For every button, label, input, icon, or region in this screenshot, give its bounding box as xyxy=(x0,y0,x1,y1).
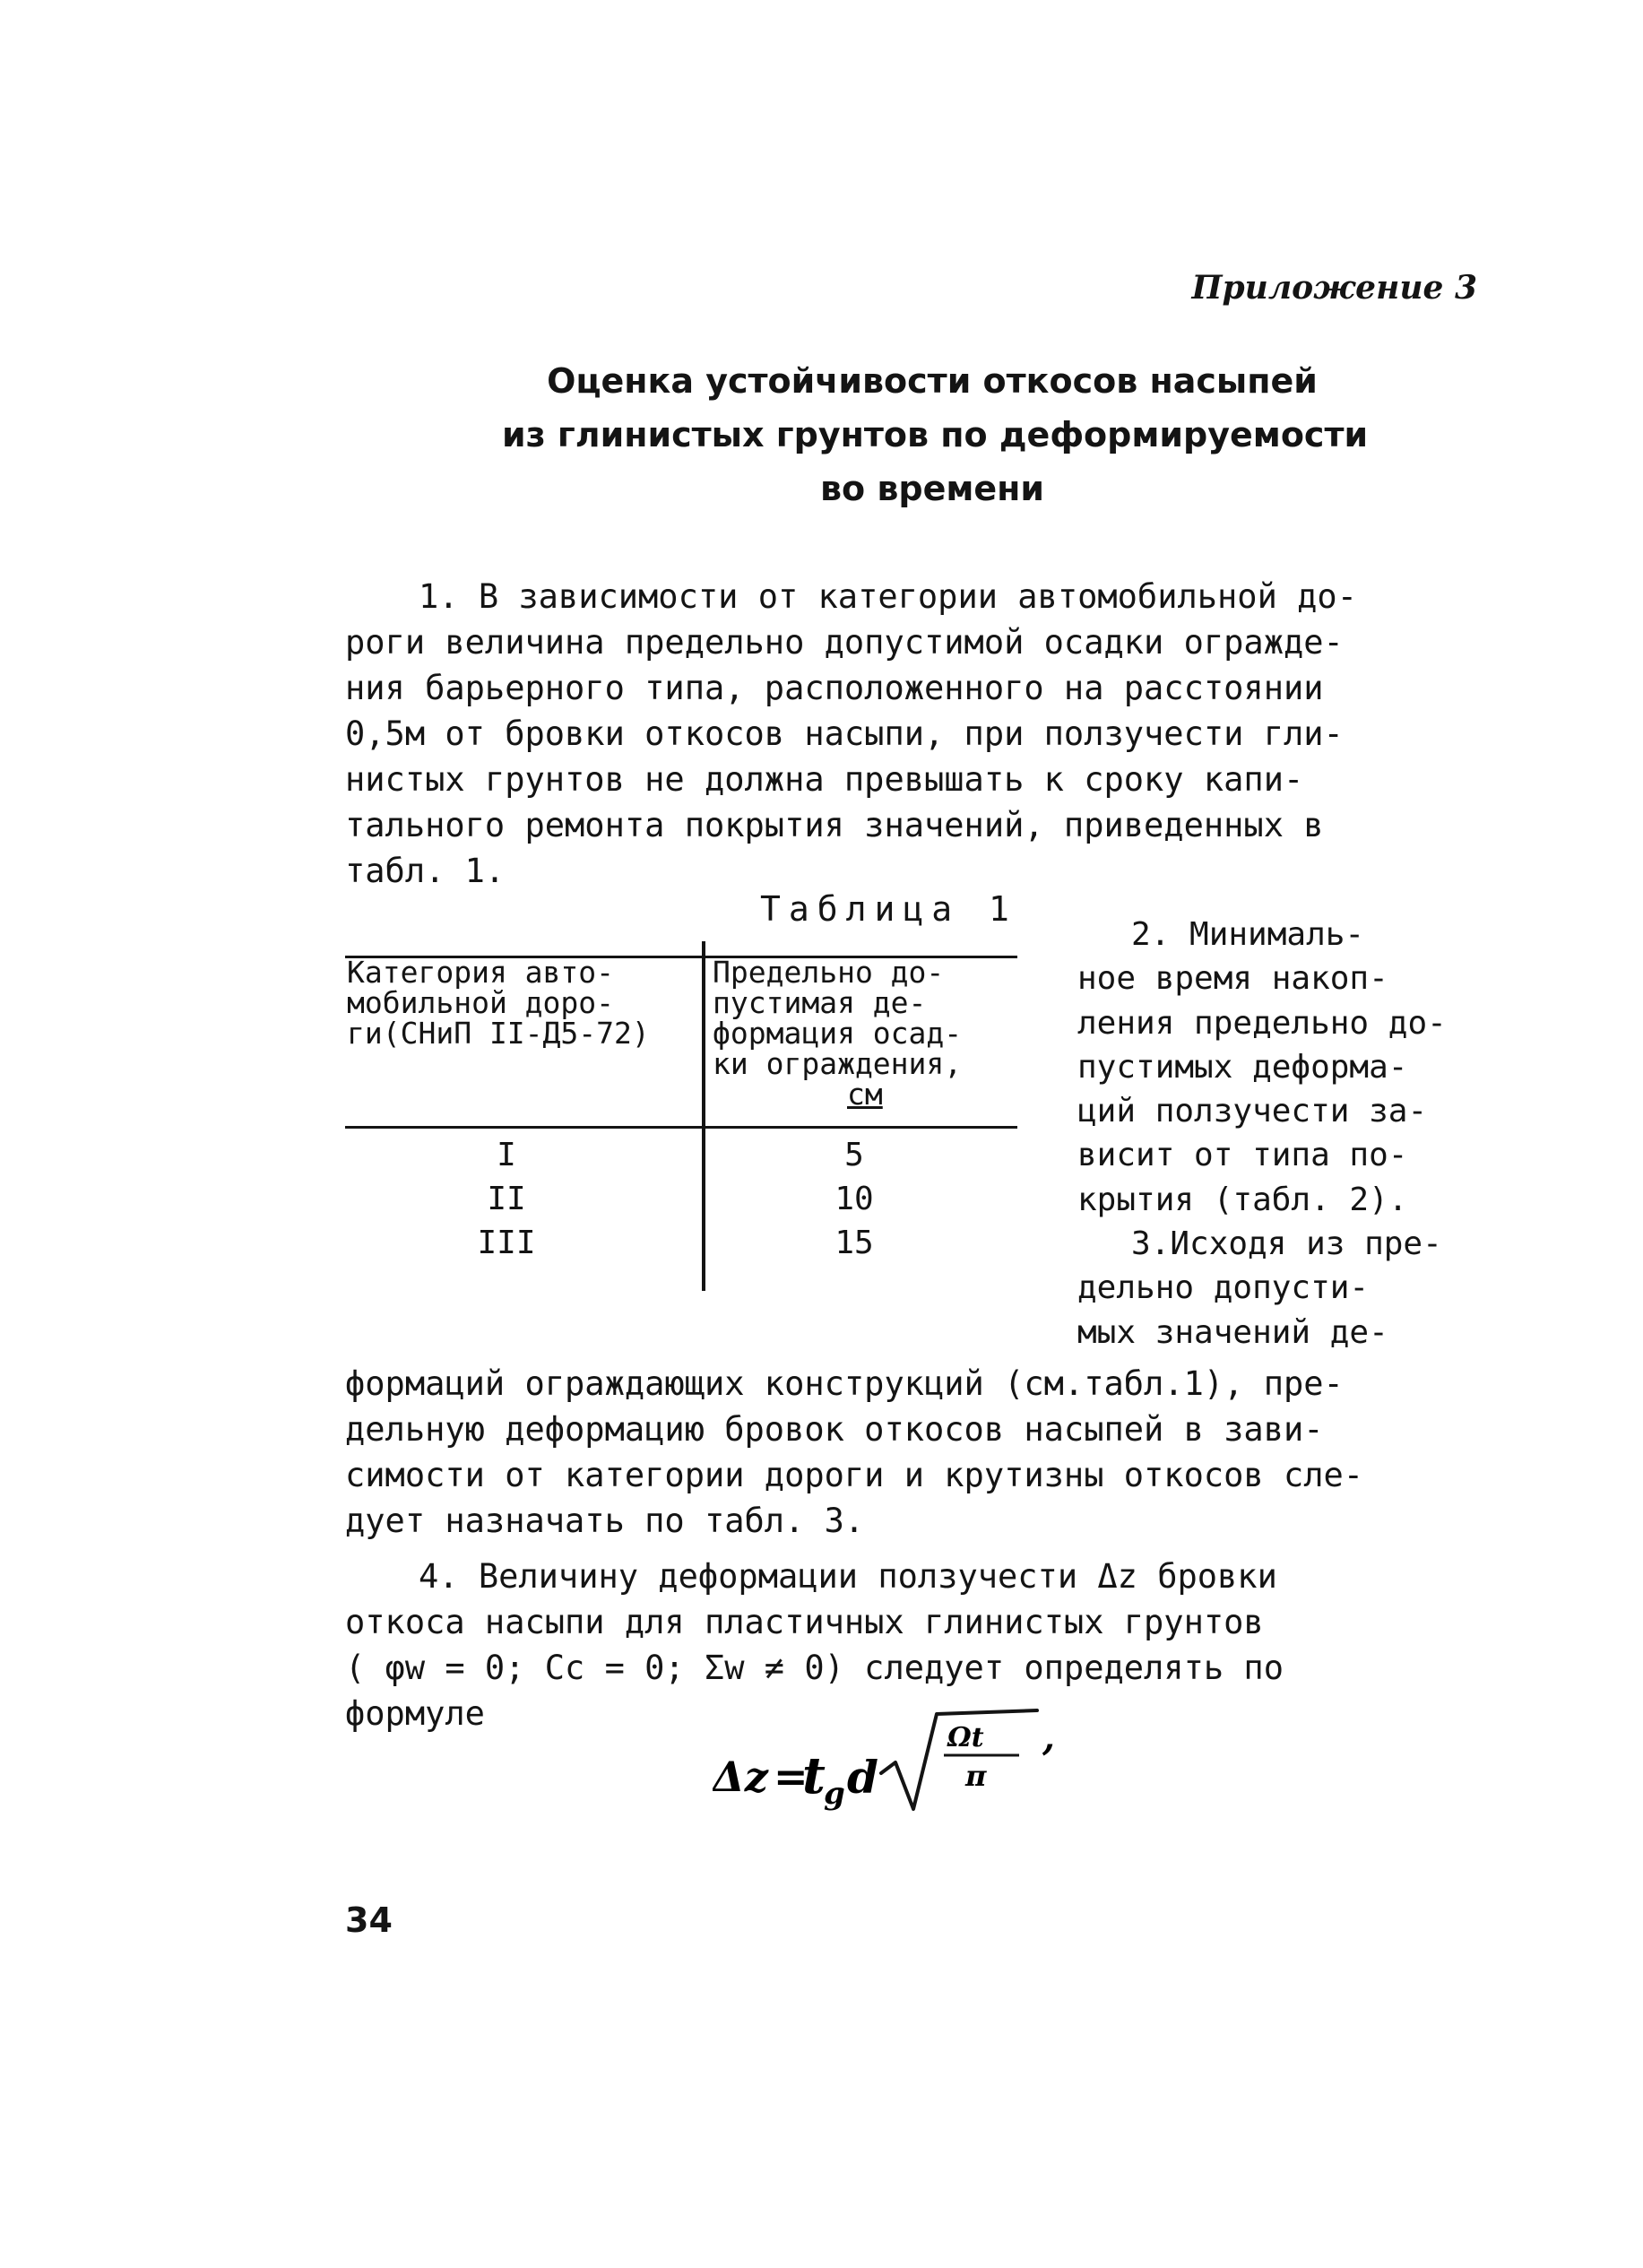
p1-line-2: роги величина предельно допустимой осадки огражде- xyxy=(345,623,1344,662)
p1-line-6: тального ремонта покрытия значений, приведенных в xyxy=(345,806,1324,844)
table-caption: Таблица 1 xyxy=(760,889,1017,929)
p4-line-2: откоса насыпи для пластичных глинистых грунтов xyxy=(345,1603,1264,1641)
p2-line-6: висит от типа по- xyxy=(1077,1137,1408,1174)
formula-equals: = xyxy=(774,1753,809,1801)
table-cell-value: 5 xyxy=(844,1137,864,1173)
paragraph-3 xyxy=(345,1361,1479,1544)
formula-t: t xyxy=(802,1746,826,1805)
page-title xyxy=(502,354,1369,515)
p1-line-1: 1. В зависимости от категории автомобильной до- xyxy=(419,577,1357,616)
table-header-rule xyxy=(345,1126,1017,1129)
table-cell-category: II xyxy=(487,1181,526,1217)
column-header-category: Категория авто- мобильной доро- ги(СНиП II-Д5-72) xyxy=(347,955,650,1051)
title-line-1: Оценка устойчивости откосов насыпей xyxy=(547,361,1318,401)
p2-line-1: 2. Минималь- xyxy=(1131,916,1365,953)
p3-line-1: 3.Исходя из пре- xyxy=(1131,1225,1442,1263)
table-1 xyxy=(345,941,1017,1291)
formula-lhs: Δz xyxy=(713,1753,768,1801)
formula-numerator: Ωt xyxy=(947,1722,984,1753)
formula-subscript-g: g xyxy=(824,1776,845,1812)
table-cell-category: III xyxy=(477,1225,536,1261)
formula-d: d xyxy=(847,1751,878,1804)
formula-comma: , xyxy=(1042,1717,1055,1759)
table-cell-value: 10 xyxy=(834,1181,874,1217)
p1-line-7: табл. 1. xyxy=(345,852,506,890)
p4-line-1: 4. Величину деформации ползучести Δz бровки xyxy=(419,1557,1277,1596)
table-column-divider xyxy=(702,941,705,1291)
title-line-3: во времени xyxy=(819,469,1045,508)
p3-line-7: дует назначать по табл. 3. xyxy=(345,1502,865,1540)
p4-line-4: формуле xyxy=(345,1694,485,1733)
column-header-deformation: Предельно до- пустимая де- формация осад- ки ограждения, см xyxy=(713,955,963,1112)
p3-line-3: мых значений де- xyxy=(1077,1313,1388,1351)
p3-line-2: дельно допусти- xyxy=(1077,1269,1370,1307)
table-cell-category: I xyxy=(497,1137,516,1173)
p4-line-3: ( φw = 0; Cc = 0; Σw ≠ 0) следует определять по xyxy=(345,1649,1284,1687)
p1-line-5: нистых грунтов не должна превышать к сроку капи- xyxy=(345,760,1304,799)
p2-line-4: пустимых деформа- xyxy=(1077,1048,1408,1086)
title-line-2: из глинистых грунтов по деформируемости xyxy=(502,415,1369,454)
side-paragraphs xyxy=(1077,913,1481,1355)
p3-line-5: дельную деформацию бровок откосов насыпей в зави- xyxy=(345,1410,1324,1449)
p3-line-4: формаций ограждающих конструкций (см.табл.1), пре- xyxy=(345,1364,1344,1403)
formula xyxy=(713,1703,1134,1829)
p2-line-2: ное время накоп- xyxy=(1077,960,1388,998)
p2-line-7: крытия (табл. 2). xyxy=(1077,1181,1408,1218)
paragraph-1 xyxy=(345,574,1479,894)
formula-graphic xyxy=(713,1703,1134,1829)
p2-line-3: ления предельно до- xyxy=(1077,1004,1447,1042)
p2-line-5: ций ползучести за- xyxy=(1077,1093,1428,1130)
appendix-label: Приложение 3 xyxy=(1191,269,1477,307)
p1-line-4: 0,5м от бровки откосов насыпи, при ползучести гли- xyxy=(345,714,1344,753)
page-number: 34 xyxy=(345,1900,393,1940)
table-cell-value: 15 xyxy=(834,1225,874,1261)
p1-line-3: ния барьерного типа, расположенного на расстоянии xyxy=(345,669,1324,707)
p3-line-6: симости от категории дороги и крутизны откосов сле- xyxy=(345,1456,1364,1494)
formula-denominator: π xyxy=(965,1759,987,1793)
